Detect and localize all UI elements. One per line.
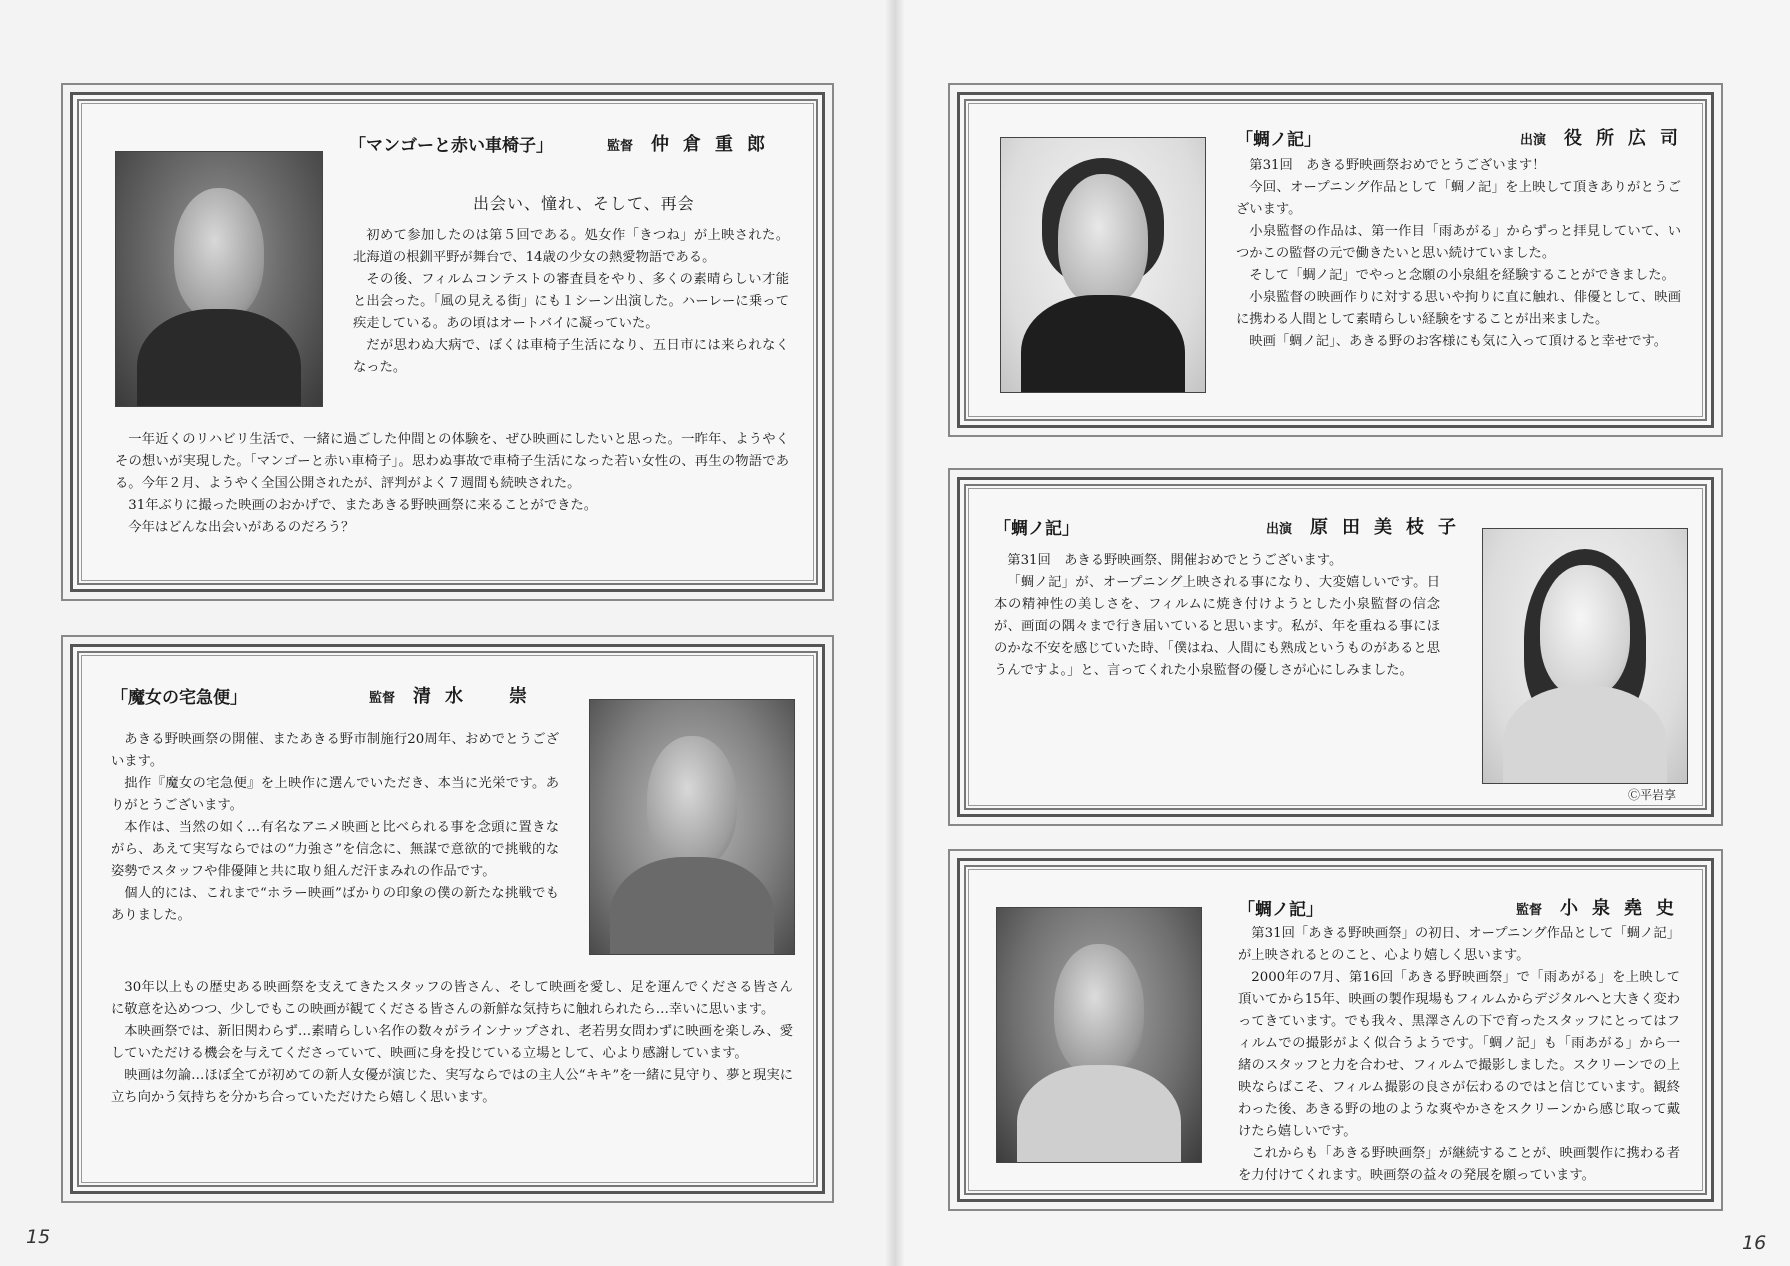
paragraph: 第31回 あきる野映画祭おめでとうございます！ xyxy=(1249,158,1546,173)
photo-shimizu xyxy=(589,699,795,955)
photo-nakakura xyxy=(115,151,323,407)
article-majo xyxy=(70,644,825,1194)
paragraph: 30年以上もの歴史ある映画祭を支えてきたスタッフの皆さん、そして映画を愛し、足を運んでくださる皆さんに敬意を込めつつ、少しでもこの映画が観てくださる皆さんの新鮮な気持ちに触れられたら…幸いに思います。 xyxy=(111,980,793,1017)
role-label: 出演 xyxy=(1266,522,1293,537)
paragraph: 映画は勿論…ほぼ全てが初めての新人女優が演じた、実写ならではの主人公“キキ”を一緒に見守り、夢と現実に立ち向かう気持ちを分かち合っていただけたら嬉しく思います。 xyxy=(111,1068,793,1105)
article-body-side xyxy=(111,729,559,927)
article-headline: 出会い、憧れ、そして、再会 xyxy=(473,194,695,213)
person-name: 原田美枝子 xyxy=(1310,517,1470,538)
article-mango xyxy=(70,92,825,592)
film-title: 「蜩ノ記」 xyxy=(1238,900,1323,920)
article-body-side xyxy=(353,225,789,379)
paragraph: 小泉監督の作品は、第一作目「雨あがる」からずっと拝見していて、いつかこの監督の元で働きたいと思い続けていました。 xyxy=(1236,224,1681,261)
photo-yakusho xyxy=(1000,137,1206,393)
photo-harada xyxy=(1482,528,1688,784)
photo-koizumi xyxy=(996,907,1202,1163)
page-number-right: 16 xyxy=(1742,1232,1767,1254)
photo-credit: Ⓒ平岩享 xyxy=(1628,788,1677,802)
article-body-full xyxy=(111,977,793,1109)
paragraph: 映画「蜩ノ記」、あきる野のお客様にも気に入って頂けると幸せです。 xyxy=(1249,334,1668,349)
film-title: 「蜩ノ記」 xyxy=(1236,130,1321,150)
paragraph: 個人的には、これまで“ホラー映画”ばかりの印象の僕の新たな挑戦でもありました。 xyxy=(111,886,559,923)
paragraph: その後、フィルムコンテストの審査員をやり、多くの素晴らしい才能と出会った。「風の見える街」にも１シーン出演した。ハーレーに乗って疾走している。あの頃はオートバイに凝っていた。 xyxy=(353,272,789,331)
paragraph: 今年はどんな出会いがあるのだろう？ xyxy=(128,520,355,535)
article-yakusho xyxy=(957,92,1714,428)
role-label: 出演 xyxy=(1520,133,1547,148)
paragraph: そして「蜩ノ記」でやっと念願の小泉組を経験することができました。 xyxy=(1249,268,1675,283)
film-title: 「マンゴーと赤い車椅子」 xyxy=(349,136,553,156)
paragraph: 本映画祭では、新旧関わらず…素晴らしい名作の数々がラインナップされ、老若男女問わずに映画を楽しみ、愛していただける機会を与えてくださっていて、映画に身を投じている立場として、心より感謝しています。 xyxy=(111,1024,793,1061)
paragraph: 一年近くのリハビリ生活で、一緒に過ごした仲間との体験を、ぜひ映画にしたいと思った。一昨年、ようやくその想いが実現した。「マンゴーと赤い車椅子」。思わぬ事故で車椅子生活になった若い女性の、再生の物語である。今年２月、ようやく全国公開されたが、評判がよく７週間も続映された。 xyxy=(115,432,789,491)
article-body xyxy=(1238,923,1680,1187)
paragraph: 拙作『魔女の宅急便』を上映作に選んでいただき、本当に光栄です。ありがとうございます。 xyxy=(111,776,559,813)
film-title: 「魔女の宅急便」 xyxy=(111,688,247,708)
role-label: 監督 xyxy=(607,139,634,154)
article-body xyxy=(1236,155,1681,353)
person-name: 役所広司 xyxy=(1564,128,1692,149)
paragraph: 小泉監督の映画作りに対する思いや拘りに直に触れ、俳優として、映画に携わる人間として素晴らしい経験をすることが出来ました。 xyxy=(1236,290,1681,327)
paragraph: 2000年の7月、第16回「あきる野映画祭」で「雨あがる」を上映して頂いてから15年、映画の製作現場もフィルムからデジタルへと大きく変わってきています。でも我々、黒澤さんの下で育ったスタッフにとってはフィルムでの撮影がよく似合うようです。「蜩ノ記」も「雨あがる」から一緒のスタッフと力を合わせ、フィルムで撮影しました。スクリーンでの上映ならばこそ、フィルム撮影の良さが伝わるのではと信じています。観終わった後、あきる野の地のような爽やかさをスクリーンから感じ取って戴けたら嬉しいです。 xyxy=(1238,970,1680,1139)
article-harada xyxy=(957,477,1714,817)
page-number-left: 15 xyxy=(26,1226,51,1248)
paragraph: 初めて参加したのは第５回である。処女作「きつね」が上映された。北海道の根釧平野が舞台で、14歳の少女の熱愛物語である。 xyxy=(353,228,789,265)
binding-gutter xyxy=(885,0,905,1266)
paragraph: 「蜩ノ記」が、オープニング上映される事になり、大変嬉しいです。日本の精神性の美しさを、フィルムに焼き付けようとした小泉監督の信念が、画面の隅々まで行き届いていると思います。私が、年を重ねる事にほのかな不安を感じていた時、「僕はね、人間にも熟成というものがあると思うんですよ。」と、言ってくれた小泉監督の優しさが心にしみました。 xyxy=(994,575,1440,678)
paragraph: これからも「あきる野映画祭」が継続することが、映画製作に携わる者を力付けてくれます。映画祭の益々の発展を願っています。 xyxy=(1238,1146,1680,1183)
paragraph: 31年ぶりに撮った映画のおかげで、またあきる野映画祭に来ることができた。 xyxy=(128,498,598,513)
article-koizumi xyxy=(957,858,1714,1202)
paragraph: だが思わぬ大病で、ぼくは車椅子生活になり、五日市には来られなくなった。 xyxy=(353,338,789,375)
film-title: 「蜩ノ記」 xyxy=(994,519,1079,539)
paragraph: 本作は、当然の如く…有名なアニメ映画と比べられる事を念頭に置きながら、あえて実写ならではの“力強さ”を信念に、無謀で意欲的で挑戦的な姿勢でスタッフや俳優陣と共に取り組んだ汗まみれの作品です。 xyxy=(111,820,559,879)
role-label: 監督 xyxy=(1516,903,1543,918)
paragraph: 第31回 あきる野映画祭、開催おめでとうございます。 xyxy=(1007,553,1343,568)
person-name: 清水 崇 xyxy=(413,686,541,707)
person-name: 小泉堯史 xyxy=(1560,898,1688,919)
paragraph: 第31回「あきる野映画祭」の初日、オープニング作品として「蜩ノ記」が上映されるとのこと、心より嬉しく思います。 xyxy=(1238,926,1680,963)
paragraph: あきる野映画祭の開催、またあきる野市制施行20周年、おめでとうございます。 xyxy=(111,732,559,769)
article-body-full xyxy=(115,429,789,539)
person-name: 仲倉重郎 xyxy=(651,134,779,155)
paragraph: 今回、オープニング作品として「蜩ノ記」を上映して頂きありがとうございます。 xyxy=(1236,180,1681,217)
article-body xyxy=(994,550,1440,682)
role-label: 監督 xyxy=(369,691,396,706)
